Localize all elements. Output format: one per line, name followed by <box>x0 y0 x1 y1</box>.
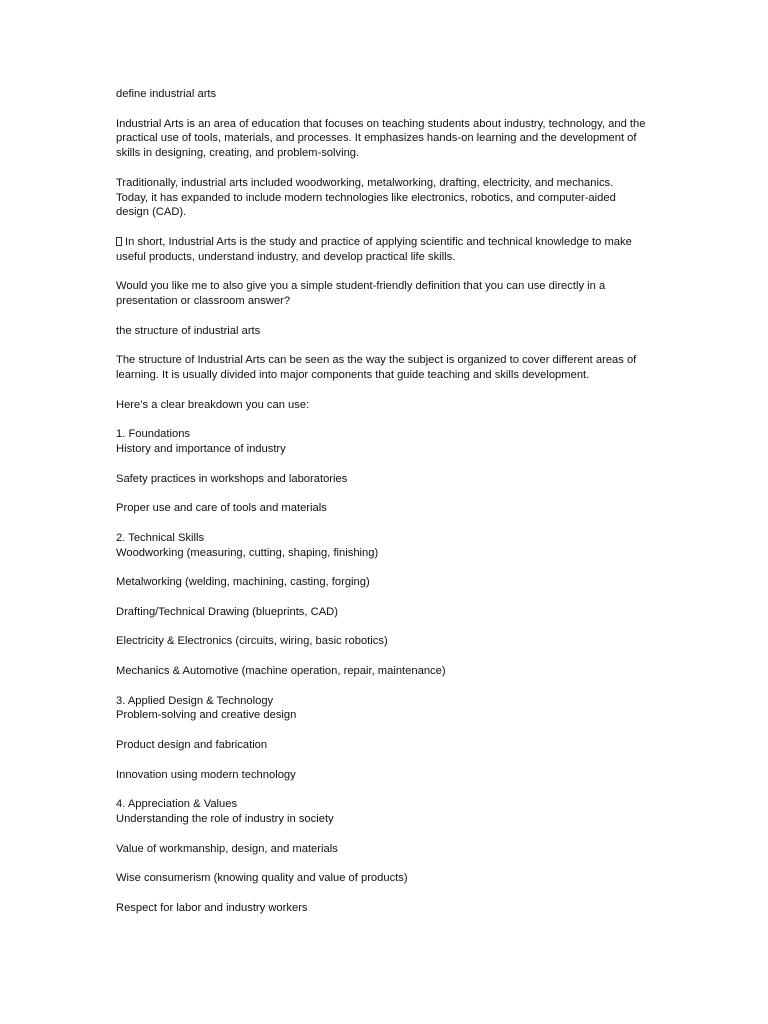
section-technical-skills <box>116 531 646 561</box>
structure-intro: The structure of Industrial Arts can be seen as the way the subject is organized to cover different areas of learning. It is usually divided into major components that guide teaching and skills development. <box>116 354 637 382</box>
summary-paragraph <box>116 235 646 265</box>
prompt-define: define industrial arts <box>116 88 217 100</box>
list-item: Woodworking (measuring, cutting, shaping, finishing) <box>116 546 379 559</box>
list-item: Electricity & Electronics (circuits, wiring, basic robotics) <box>116 635 388 648</box>
summary-text: In short, Industrial Arts is the study and practice of applying scientific and technical knowledge to make useful products, understand industry, and develop practical life skills. <box>116 235 632 263</box>
prompt-structure: the structure of industrial arts <box>116 324 261 337</box>
list-item: Wise consumerism (knowing quality and value of products) <box>116 872 408 885</box>
section-appreciation-values <box>116 797 646 827</box>
list-item: Respect for labor and industry workers <box>116 901 308 914</box>
list-item: History and importance of industry <box>116 443 286 456</box>
document-page <box>116 87 646 930</box>
list-item: Understanding the role of industry in society <box>116 813 334 826</box>
list-item: Metalworking (welding, machining, casting, forging) <box>116 576 370 589</box>
section-heading: 3. Applied Design & Technology <box>116 694 274 707</box>
list-item: Safety practices in workshops and laboratories <box>116 472 348 485</box>
definition-paragraph: Industrial Arts is an area of education that focuses on teaching students about industry, technology, and the practical use of tools, materials, and processes. It emphasizes hands-on learning and the development of skills in designing, creating, and problem-solving. <box>116 117 646 160</box>
history-paragraph: Traditionally, industrial arts included woodworking, metalworking, drafting, electricity, and mechanics. Today, it has expanded to include modern technologies like electronics, robotics, and computer-aided design (CAD). <box>116 176 616 219</box>
list-item: Innovation using modern technology <box>116 768 296 781</box>
list-item: Problem-solving and creative design <box>116 709 297 722</box>
missing-glyph-icon <box>116 237 122 246</box>
breakdown-lead: Here’s a clear breakdown you can use: <box>116 398 310 411</box>
section-heading: 1. Foundations <box>116 428 191 441</box>
list-item: Mechanics & Automotive (machine operation, repair, maintenance) <box>116 665 446 678</box>
section-heading: 2. Technical Skills <box>116 531 205 544</box>
section-applied-design <box>116 694 646 724</box>
followup-question: Would you like me to also give you a simple student-friendly definition that you can use directly in a presentation or classroom answer? <box>116 280 606 308</box>
section-heading: 4. Appreciation & Values <box>116 798 238 811</box>
section-foundations <box>116 427 646 457</box>
list-item: Product design and fabrication <box>116 739 268 752</box>
list-item: Drafting/Technical Drawing (blueprints, CAD) <box>116 605 338 618</box>
list-item: Value of workmanship, design, and materials <box>116 842 338 855</box>
list-item: Proper use and care of tools and materials <box>116 502 327 515</box>
